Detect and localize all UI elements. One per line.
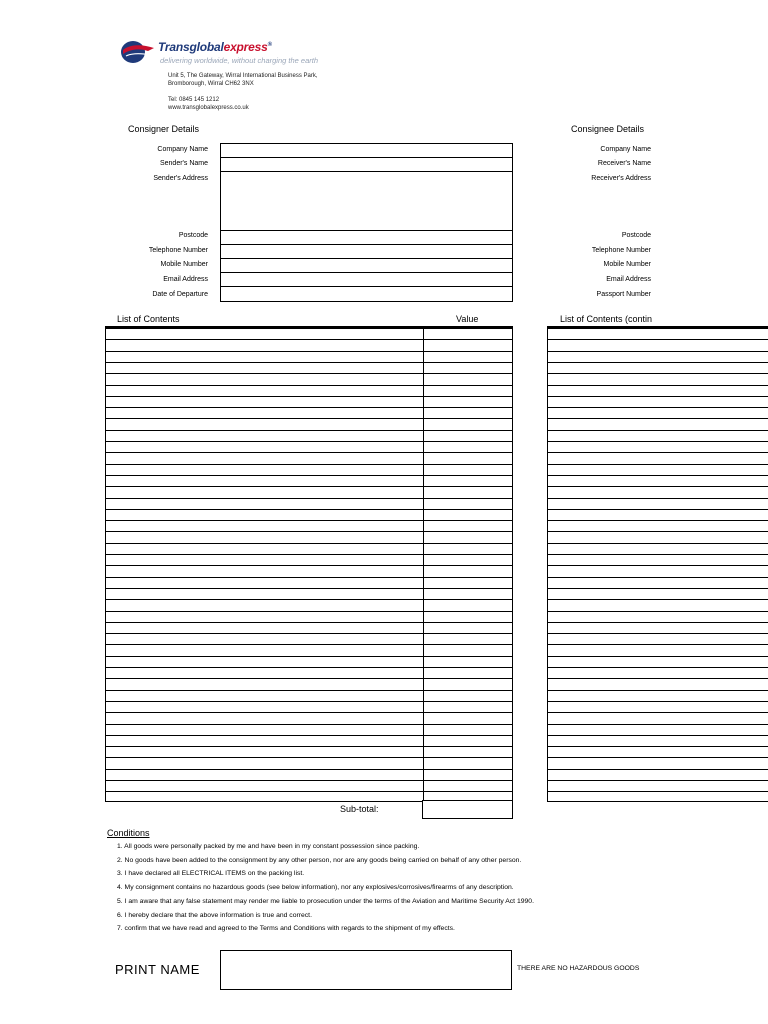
consigner-sender-label: Sender's Name [159,160,208,167]
table-row-line [106,531,512,532]
continued-row-line [548,678,768,679]
continued-row-line [548,746,768,747]
continued-row-line [548,486,768,487]
conditions-title: Conditions [107,828,150,838]
table-row-line [106,724,512,725]
continued-row-line [548,588,768,589]
consigner-departure-field[interactable] [220,286,513,302]
consigner-address-label: Sender's Address [153,175,208,182]
address-line-2: Bromborough, Wirral CH62 3NX [168,81,254,87]
table-row-line [106,735,512,736]
hazard-statement: THERE ARE NO HAZARDOUS GOODS [517,965,640,972]
table-row-line [106,554,512,555]
table-row-line [106,407,512,408]
continued-row-line [548,531,768,532]
subtotal-label: Sub-total: [340,804,379,814]
consigner-telephone-field[interactable] [220,244,513,259]
consigner-mobile-label: Mobile Number [160,261,208,268]
consigner-departure-label: Date of Departure [152,291,208,298]
continued-row-line [548,543,768,544]
print-name-label: PRINT NAME [115,962,200,977]
continued-row-line [548,464,768,465]
table-row-line [106,520,512,521]
table-row-line [106,430,512,431]
table-row-line [106,351,512,352]
table-row-line [106,565,512,566]
consigner-email-label: Email Address [163,276,208,283]
tagline: delivering worldwide, without charging the earth [160,56,319,65]
table-row-line [106,690,512,691]
table-row-line [106,396,512,397]
continued-row-line [548,385,768,386]
continued-row-line [548,611,768,612]
continued-row-line [548,441,768,442]
continued-row-line [548,498,768,499]
consignee-telephone-label: Telephone Number [591,247,651,254]
continued-row-line [548,712,768,713]
contents-title: List of Contents [117,314,180,324]
table-row-line [106,339,512,340]
continued-row-line [548,724,768,725]
table-row-line [106,464,512,465]
consigner-telephone-label: Telephone Number [148,247,208,254]
table-row-line [106,373,512,374]
continued-row-line [548,418,768,419]
continued-row-line [548,509,768,510]
address-line-1: Unit 5, The Gateway, Wirral International Business Park, [168,73,318,79]
condition-1: 1. All goods were personally packed by me and have been in my constant possession since packing. [117,843,420,850]
table-row-line [106,622,512,623]
continued-row-line [548,475,768,476]
continued-row-line [548,430,768,431]
contents-continued-table[interactable] [547,328,768,802]
continued-row-line [548,599,768,600]
continued-row-line [548,757,768,758]
consigner-postcode-field[interactable] [220,230,513,245]
table-row-line [106,509,512,510]
table-row-line [106,385,512,386]
table-row-line [106,656,512,657]
contents-continued-title: List of Contents (contin [560,314,653,324]
consigner-postcode-label: Postcode [178,232,208,239]
print-name-field[interactable] [220,950,512,990]
continued-row-line [548,656,768,657]
table-row-line [106,599,512,600]
globe-logo-icon [118,38,156,66]
condition-3: 3. I have declared all ELECTRICAL ITEMS on the packing list. [117,870,305,877]
contents-table[interactable] [105,328,513,802]
continued-row-line [548,780,768,781]
brand-part-1: Transglobal [158,40,224,54]
table-row-line [106,486,512,487]
table-row-line [106,678,512,679]
consigner-sender-field[interactable] [220,157,513,172]
consigner-email-field[interactable] [220,272,513,287]
continued-row-line [548,362,768,363]
consignee-receiver-label: Receiver's Name [597,160,651,167]
table-row-line [106,746,512,747]
continued-row-line [548,554,768,555]
consignee-email-label: Email Address [606,276,651,283]
continued-row-line [548,791,768,792]
condition-4: 4. My consignment contains no hazardous goods (see below information), nor any explosives/corrosives/firearms of any description. [117,884,514,891]
table-row-line [106,362,512,363]
table-row-line [106,633,512,634]
continued-row-line [548,769,768,770]
continued-row-line [548,452,768,453]
brand-part-2: express [223,40,268,54]
continued-row-line [548,373,768,374]
continued-row-line [548,633,768,634]
table-row-line [106,452,512,453]
condition-5: 5. I am aware that any false statement may render me liable to prosecution under the terms of the Aviation and Maritime Security Act 1990. [117,898,534,905]
consignee-address-label: Receiver's Address [591,175,651,182]
continued-row-line [548,520,768,521]
consigner-company-label: Company Name [157,146,208,153]
table-row-line [106,757,512,758]
table-row-line [106,791,512,792]
website-line: www.transglobalexpress.co.uk [168,105,249,111]
table-row-line [106,475,512,476]
continued-row-line [548,407,768,408]
consignee-title: Consignee Details [571,124,645,134]
continued-row-line [548,690,768,691]
table-row-line [106,667,512,668]
continued-row-line [548,577,768,578]
table-row-line [106,780,512,781]
table-row-line [106,577,512,578]
consignee-mobile-label: Mobile Number [603,261,651,268]
consigner-company-field[interactable] [220,143,513,158]
condition-7: 7. confirm that we have read and agreed to the Terms and Conditions with regards to the shipment of my effects. [117,925,455,932]
continued-row-line [548,351,768,352]
table-row-line [106,498,512,499]
brand-name [158,40,272,54]
consigner-title: Consigner Details [128,124,200,134]
continued-row-line [548,735,768,736]
condition-6: 6. I hereby declare that the above information is true and correct. [117,912,312,919]
consigner-address-field[interactable] [220,171,513,231]
table-row-line [106,644,512,645]
continued-row-line [548,667,768,668]
subtotal-field[interactable] [422,800,513,819]
table-row-line [106,588,512,589]
consigner-mobile-field[interactable] [220,258,513,273]
continued-row-line [548,644,768,645]
continued-row-line [548,565,768,566]
telephone-line: Tel: 0845 145 1212 [168,97,220,103]
consignee-postcode-label: Postcode [621,232,651,239]
continued-row-line [548,339,768,340]
table-row-line [106,769,512,770]
table-row-line [106,418,512,419]
consignee-passport-label: Passport Number [596,291,651,298]
table-row-line [106,543,512,544]
continued-row-line [548,622,768,623]
continued-row-line [548,701,768,702]
value-header: Value [456,314,479,324]
table-row-line [106,712,512,713]
condition-2: 2. No goods have been added to the consignment by any other person, nor are any goods being carried on behalf of any other person. [117,857,522,864]
table-row-line [106,441,512,442]
table-row-line [106,611,512,612]
trademark-symbol: ® [267,42,272,48]
consignee-company-label: Company Name [600,146,651,153]
continued-row-line [548,396,768,397]
table-row-line [106,701,512,702]
